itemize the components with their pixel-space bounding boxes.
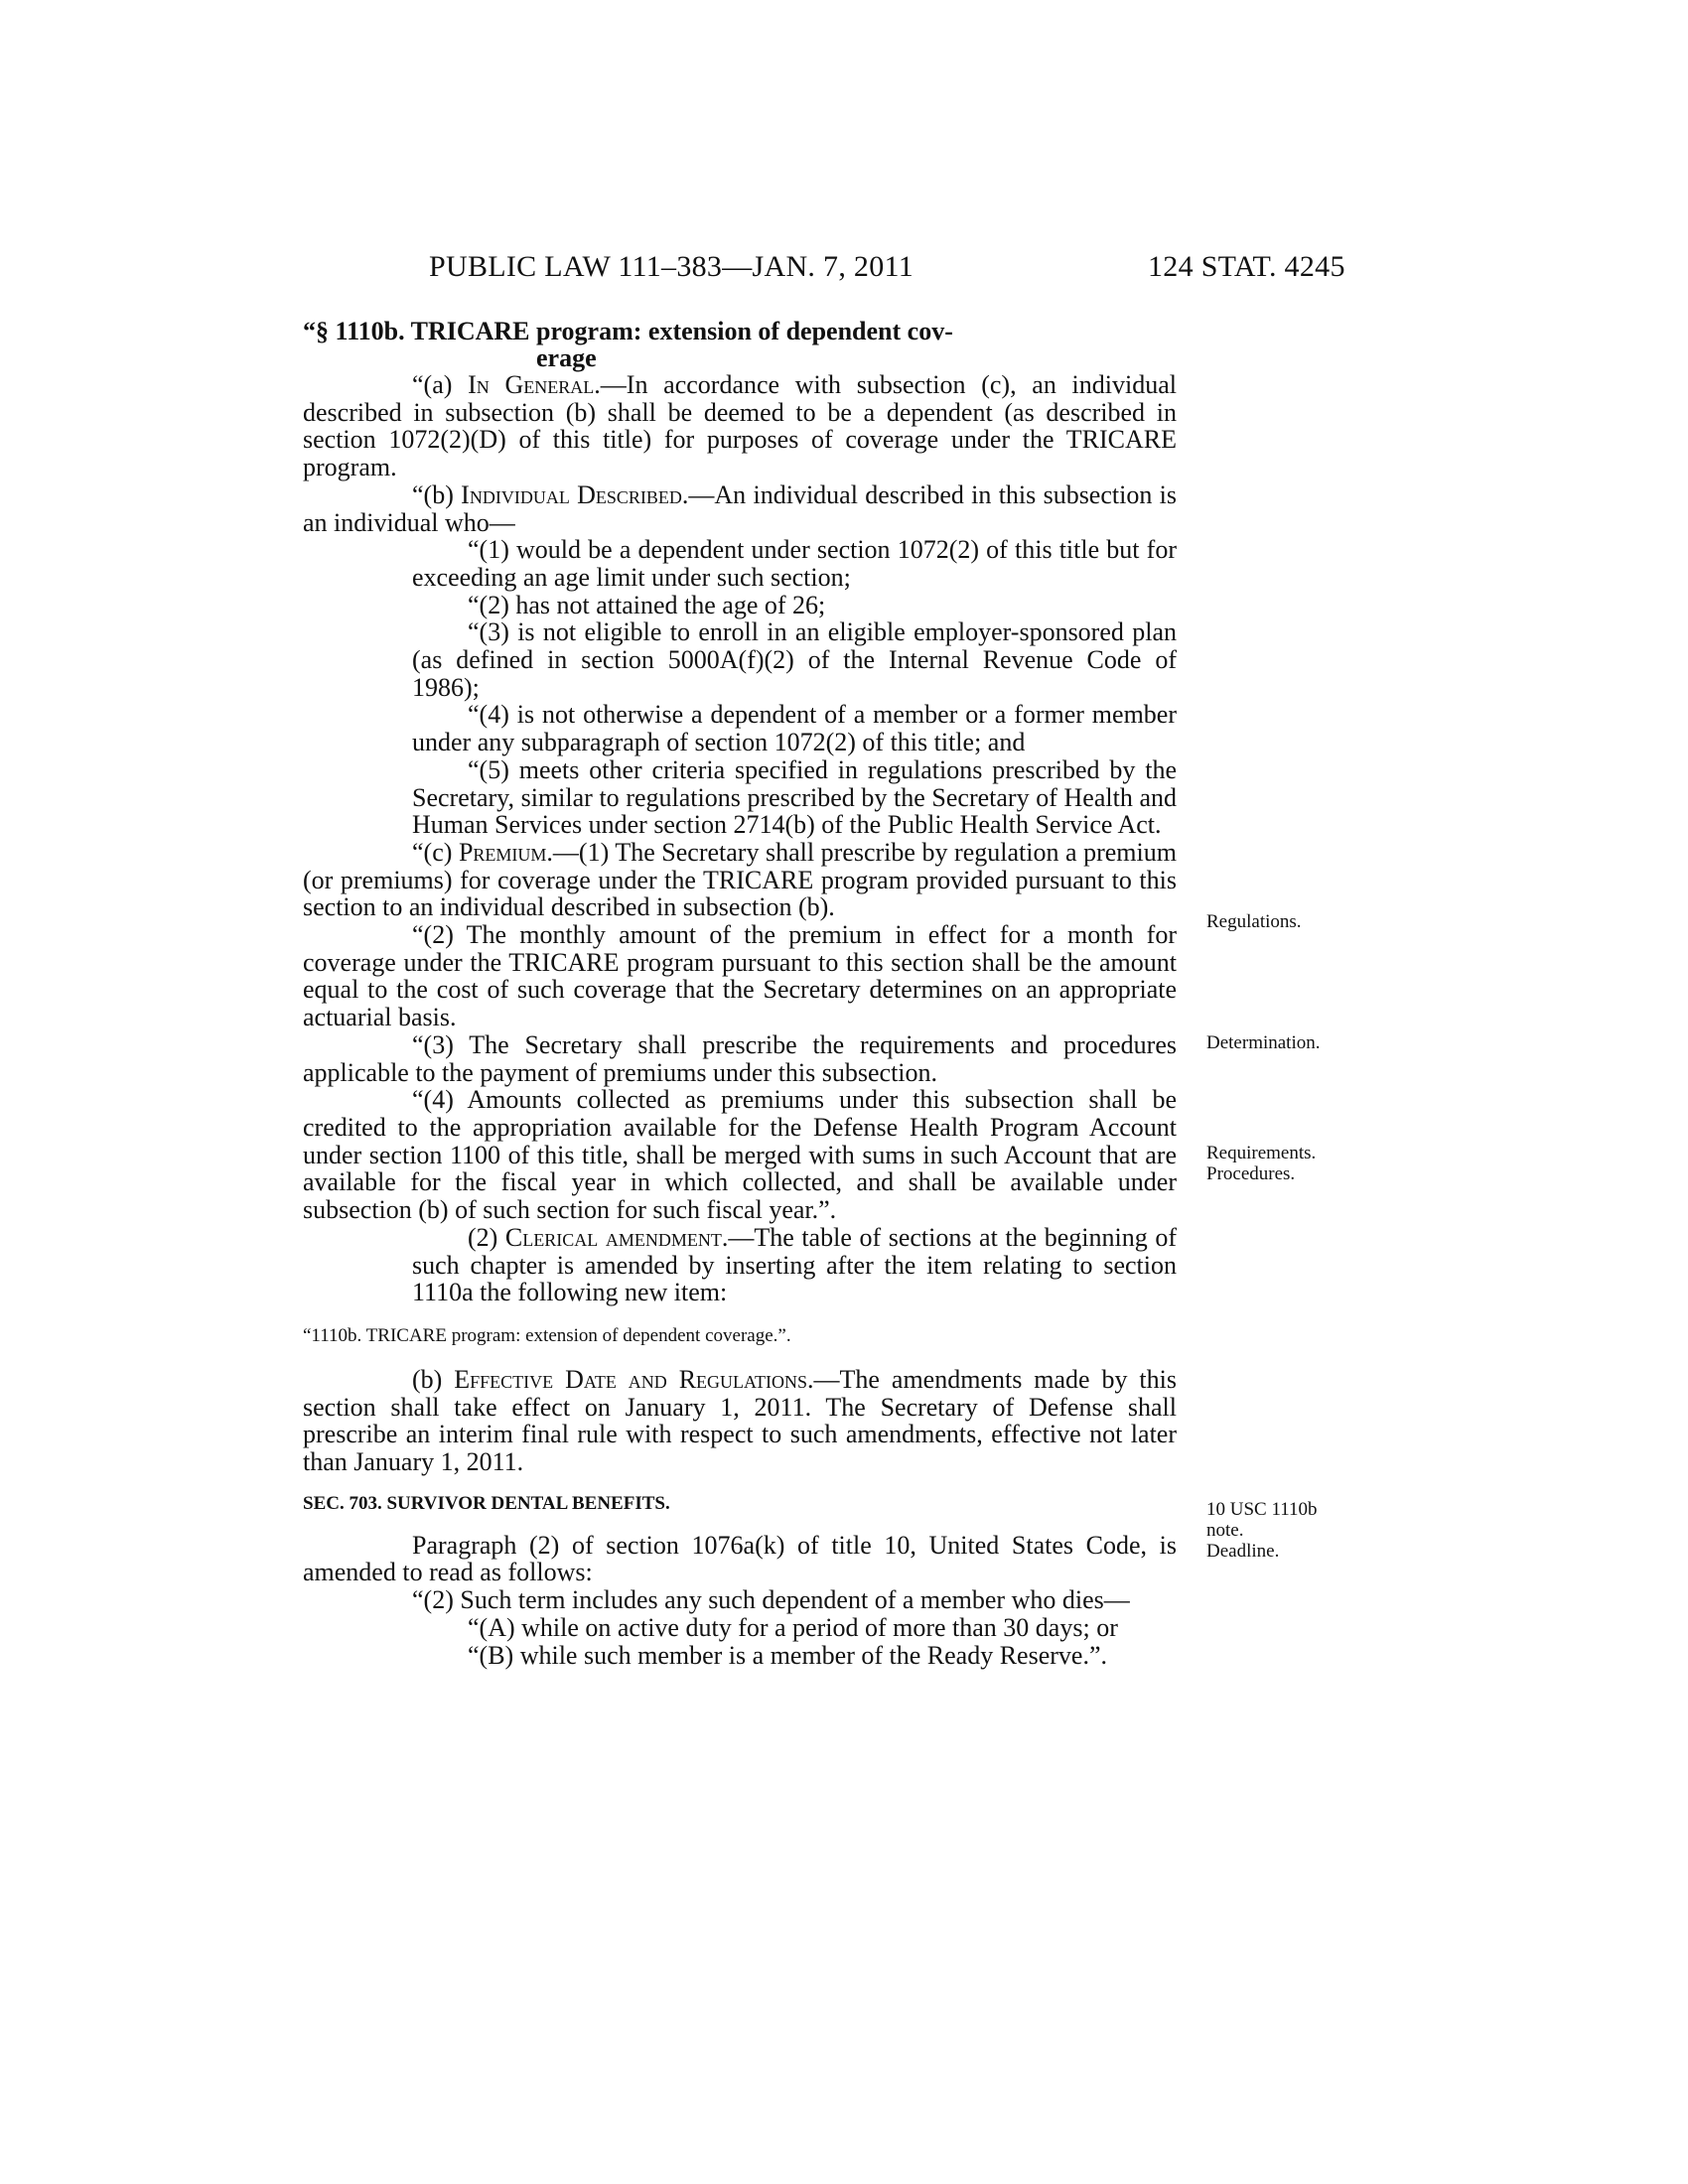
- margin-note-determination: Determination.: [1206, 1032, 1321, 1053]
- margin-note-usc-deadline: [1206, 1499, 1425, 1562]
- margin-note-requirements: [1206, 1143, 1425, 1184]
- subsection-c-prefix: “(c): [412, 837, 459, 867]
- margin-note-regulations: Regulations.: [1206, 911, 1302, 932]
- section-703-heading: SEC. 703. SURVIVOR DENTAL BENEFITS.: [303, 1492, 670, 1514]
- section-703-item-a: “(A) while on active duty for a period of more than 30 days; or: [468, 1612, 1118, 1642]
- subsection-a-caption: In General: [468, 370, 595, 399]
- margin-note-requirements-line: Requirements.: [1206, 1143, 1317, 1163]
- paragraph-b5: “(5) meets other criteria specified in regulations prescribed by the Secretary, similar to regulations prescribed by the Secretary of Health and Human Services under section 2714(b) of the Public Health Service Act.: [412, 754, 1177, 840]
- paragraph-b3: “(3) is not eligible to enroll in an eligible employer-sponsored plan (as defined in section 5000A(f)(2) of the Internal Revenue Code of 1986);: [412, 617, 1177, 702]
- paragraph-b2: “(2) has not attained the age of 26;: [468, 590, 826, 619]
- running-header-page: 124 STAT. 4245: [1148, 250, 1345, 283]
- subsection-b-prefix: “(b): [412, 479, 462, 509]
- section-1110b-heading: [303, 318, 1177, 371]
- subsection-c1: [303, 839, 1177, 921]
- paragraph-c3: “(3) The Secretary shall prescribe the requirements and procedures applicable to the payment of premiums under this subsection.: [303, 1029, 1177, 1087]
- section-heading-line2: erage: [536, 343, 597, 372]
- clerical-caption: Clerical amendment: [504, 1222, 722, 1252]
- table-of-sections-item: “1110b. TRICARE program: extension of dependent coverage.”.: [303, 1324, 791, 1346]
- margin-note-deadline-line: Deadline.: [1206, 1541, 1280, 1562]
- subsection-c1-text: .—(1) The Secretary shall prescribe by regulation a premium (or premiums) for coverage under the TRICARE program provided pursuant to this section to an individual described in subsection (b).: [303, 837, 1177, 922]
- effective-date-paragraph: [303, 1366, 1177, 1476]
- effective-text: .—The amendments made by this section shall take effect on January 1, 2011. The Secretary of Defense shall prescribe an interim final rule with respect to such amendments, effective not later than January 1, 2011.: [303, 1364, 1177, 1477]
- main-text-column: [303, 318, 1177, 1669]
- subsection-c-caption: Premium: [458, 837, 547, 867]
- subsection-b: [303, 481, 1177, 536]
- clerical-text: .—The table of sections at the beginning of such chapter is amended by inserting after the item relating to section 1110a the following new item:: [412, 1222, 1177, 1307]
- subsection-a-text: .—In accordance with subsection (c), an individual described in subsection (b) shall be deemed to be a dependent (as described in section 1072(2)(D) of this title) for purposes of coverage under the TRICARE program.: [303, 370, 1177, 482]
- paragraph-b1: “(1) would be a dependent under section 1072(2) of this title but for exceeding an age limit under such section;: [412, 535, 1177, 592]
- running-header-title: PUBLIC LAW 111–383—JAN. 7, 2011: [429, 250, 914, 283]
- margin-note-usc-line: 10 USC 1110b: [1206, 1499, 1318, 1520]
- effective-prefix: (b): [412, 1364, 455, 1394]
- subsection-b-text: .—An individual described in this subsection is an individual who—: [303, 479, 1177, 537]
- paragraph-c2: “(2) The monthly amount of the premium in effect for a month for coverage under the TRICARE program pursuant to this section shall be the amount equal to the cost of such coverage that the Secretary determines on an appropriate actuarial basis.: [303, 920, 1177, 1032]
- section-703-paragraph: Paragraph (2) of section 1076a(k) of title 10, United States Code, is amended to read as follows:: [303, 1530, 1177, 1587]
- clerical-prefix: (2): [468, 1222, 505, 1252]
- section-703-definition: “(2) Such term includes any such dependent of a member who dies—: [412, 1585, 1130, 1615]
- effective-caption: Effective Date and Regulations: [454, 1364, 808, 1394]
- subsection-a-prefix: “(a): [412, 370, 469, 399]
- subsection-b-caption: Individual Described: [461, 479, 682, 509]
- subsection-a: [303, 371, 1177, 481]
- paragraph-b4: “(4) is not otherwise a dependent of a member or a former member under any subparagraph of section 1072(2) of this title; and: [412, 700, 1177, 757]
- margin-note-procedures-line: Procedures.: [1206, 1163, 1296, 1184]
- margin-note-note-line: note.: [1206, 1520, 1244, 1541]
- paragraph-c4: “(4) Amounts collected as premiums under this subsection shall be credited to the appropriation available for the Defense Health Program Account under section 1100 of this title, shall be merged with sums in such Account that are available for the fiscal year in which collected, and shall be available under subsection (b) of such section for such fiscal year.”.: [303, 1085, 1177, 1225]
- clerical-amendment: [303, 1224, 1177, 1306]
- section-703-item-b: “(B) while such member is a member of the Ready Reserve.”.: [468, 1640, 1107, 1670]
- section-heading-line1: “§ 1110b. TRICARE program: extension of dependent cov-: [303, 317, 953, 345]
